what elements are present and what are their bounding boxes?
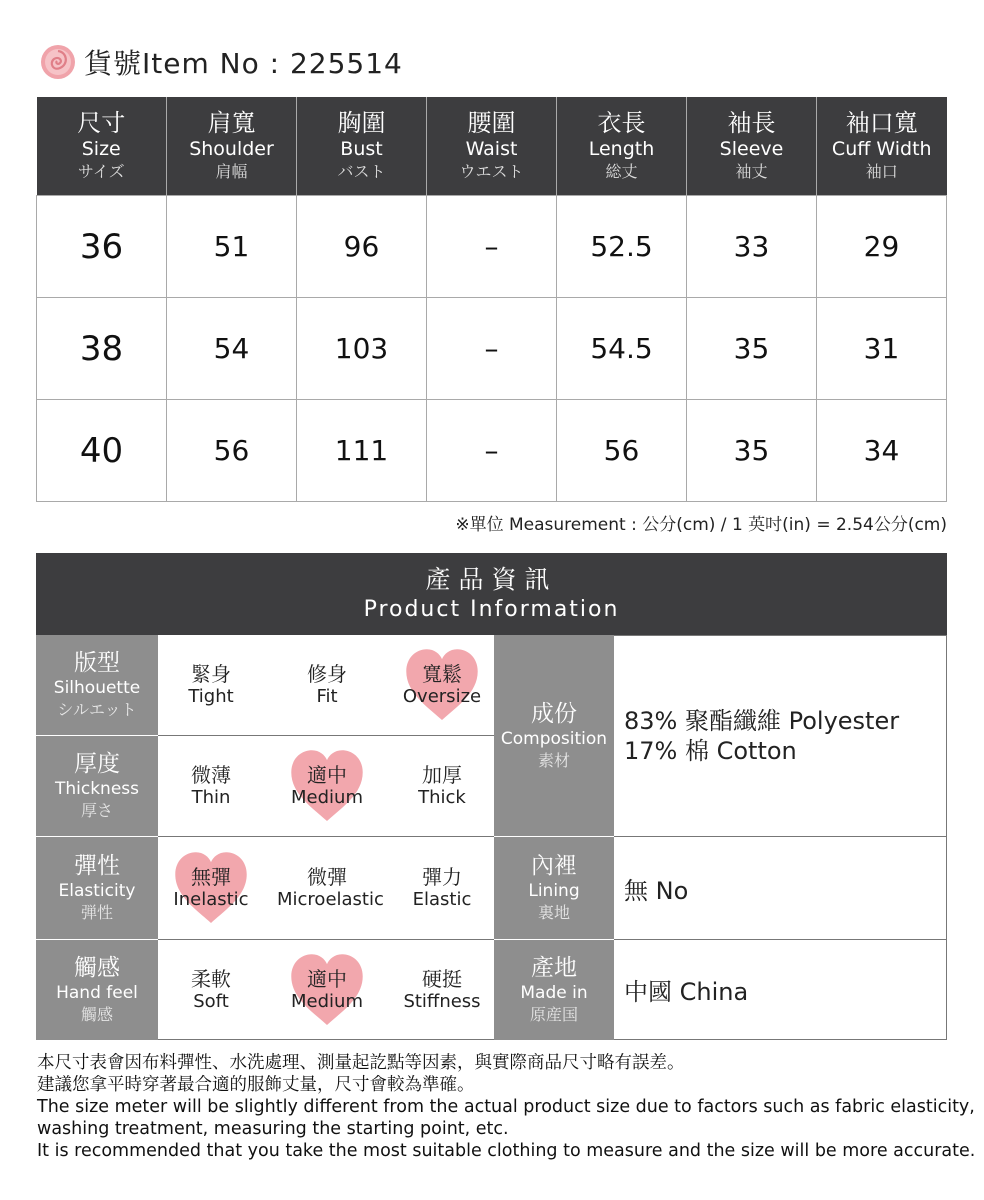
table-cell: 52.5 (557, 196, 687, 298)
table-cell: 54.5 (557, 298, 687, 400)
composition-label: 成份 Composition 素材 (494, 635, 614, 837)
product-info-title-en: Product Information (363, 597, 620, 622)
table-cell: 35 (687, 400, 817, 502)
table-cell: 51 (167, 196, 297, 298)
handfeel-label: 觸感 Hand feel 觸感 (36, 940, 158, 1040)
silhouette-options (158, 635, 494, 736)
table-cell: 54 (167, 298, 297, 400)
option-thin: 微薄 Thin (191, 763, 231, 808)
disclaimer-line: 建議您拿平時穿著最合適的服飾丈量，尺寸會較為準確。 (37, 1075, 475, 1095)
disclaimer-line: It is recommended that you take the most suitable clothing to measure and the size will be more accurate. (37, 1141, 976, 1161)
thickness-label: 厚度 Thickness 厚さ (36, 736, 158, 837)
table-cell: 96 (297, 196, 427, 298)
option-soft: 柔軟 Soft (191, 967, 231, 1012)
column-header-waist: 腰圍 Waist ウエスト (427, 97, 557, 196)
table-cell: 56 (557, 400, 687, 502)
option-thick: 加厚 Thick (418, 763, 466, 808)
table-cell: 103 (297, 298, 427, 400)
table-cell: 56 (167, 400, 297, 502)
option-fit: 修身 Fit (307, 662, 347, 707)
option-medium-thickness: 適中 Medium (277, 751, 377, 821)
table-cell: 29 (817, 196, 947, 298)
option-medium-feel: 適中 Medium (277, 955, 377, 1025)
size-table (36, 97, 947, 502)
table-cell: 33 (687, 196, 817, 298)
disclaimer-line: washing treatment, measuring the starting point, etc. (37, 1119, 509, 1139)
column-header-cuff-width: 袖口寬 Cuff Width 袖口 (817, 97, 947, 196)
thickness-options (158, 736, 494, 837)
table-row (37, 400, 947, 502)
option-stiffness: 硬挺 Stiffness (403, 967, 481, 1012)
table-row (37, 298, 947, 400)
option-tight: 緊身 Tight (188, 662, 234, 707)
table-cell: – (427, 196, 557, 298)
lining-label: 內裡 Lining 裏地 (494, 837, 614, 940)
table-cell: – (427, 400, 557, 502)
disclaimer-line: The size meter will be slightly different from the actual product size due to factors such as fabric elasticity, (37, 1097, 975, 1117)
option-microelastic: 微彈 Microelastic (277, 865, 384, 910)
item-title: 貨號Item No : 225514 (84, 47, 403, 80)
table-row (37, 196, 947, 298)
origin-label: 產地 Made in 原産国 (494, 940, 614, 1040)
table-cell: 38 (37, 298, 167, 400)
table-cell: 40 (37, 400, 167, 502)
elasticity-label: 彈性 Elasticity 弾性 (36, 837, 158, 940)
title-row (40, 40, 403, 84)
product-info-header (36, 553, 947, 635)
product-info-grid (36, 635, 947, 1040)
table-cell: 36 (37, 196, 167, 298)
product-info-title-zh: 產品資訊 (425, 565, 558, 594)
option-oversize: 寬鬆 Oversize (392, 650, 492, 720)
option-inelastic: 無彈 Inelastic (161, 853, 261, 923)
column-header-bust: 胸圍 Bust バスト (297, 97, 427, 196)
composition-line: 17% 棉 Cotton (624, 737, 797, 765)
table-cell: 31 (817, 298, 947, 400)
disclaimer (37, 1052, 976, 1162)
handfeel-options (158, 940, 494, 1040)
composition-value (614, 635, 947, 837)
disclaimer-line: 本尺寸表會因布料彈性、水洗處理、測量起訖點等因素，與實際商品尺寸略有誤差。 (37, 1053, 685, 1073)
rose-icon (40, 44, 76, 80)
measurement-note: ※單位 Measurement : 公分(cm) / 1 英吋(in) = 2.54公分(cm) (455, 515, 947, 535)
elasticity-options (158, 837, 494, 940)
table-cell: 34 (817, 400, 947, 502)
column-header-sleeve: 袖長 Sleeve 袖丈 (687, 97, 817, 196)
option-elastic: 彈力 Elastic (412, 865, 472, 910)
silhouette-label: 版型 Silhouette シルエット (36, 635, 158, 736)
composition-line: 83% 聚酯纖維 Polyester (624, 707, 900, 735)
table-cell: 35 (687, 298, 817, 400)
column-header-shoulder: 肩寬 Shoulder 肩幅 (167, 97, 297, 196)
origin-value: 中國 China (614, 940, 947, 1040)
table-cell: – (427, 298, 557, 400)
column-header-length: 衣長 Length 総丈 (557, 97, 687, 196)
lining-value: 無 No (614, 837, 947, 940)
column-header-size: 尺寸 Size サイズ (37, 97, 167, 196)
table-cell: 111 (297, 400, 427, 502)
